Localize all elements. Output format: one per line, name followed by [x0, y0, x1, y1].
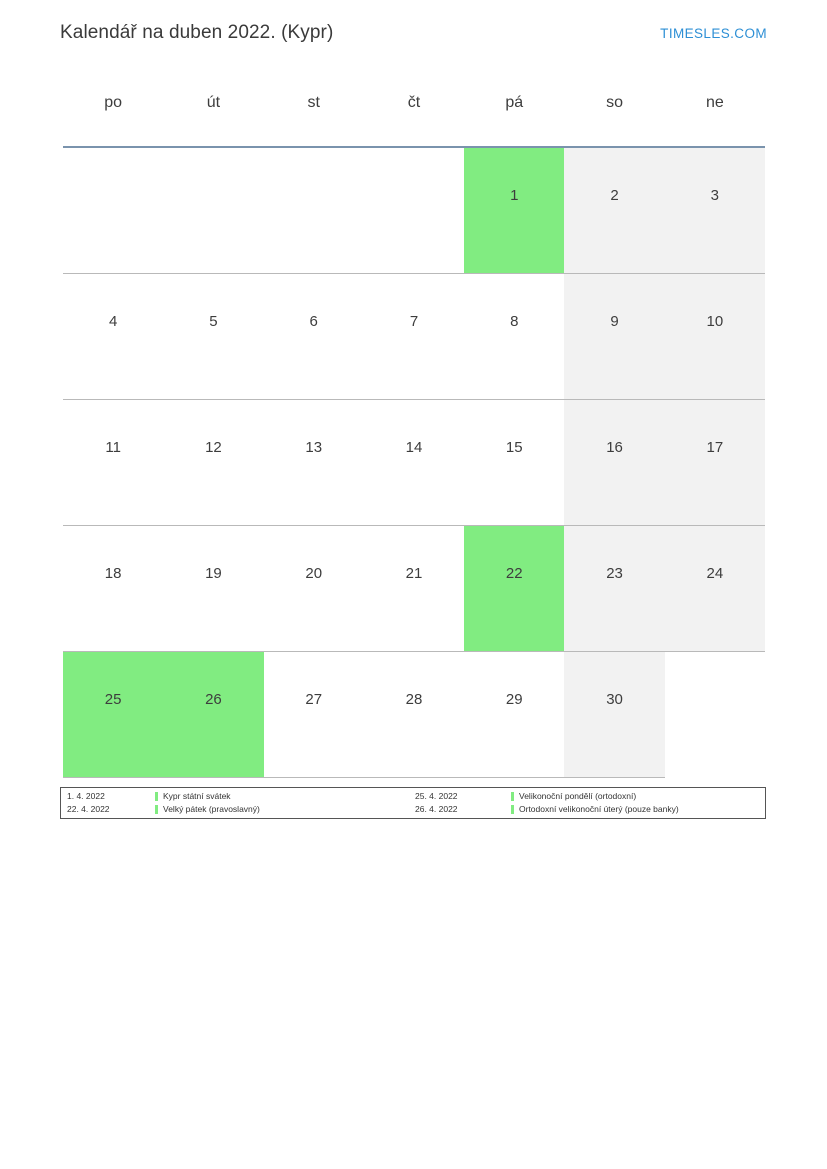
day-box [665, 274, 765, 399]
legend-name: Velikonoční pondělí (ortodoxní) [519, 791, 637, 801]
day-cell [63, 400, 163, 526]
week-row [63, 400, 765, 526]
holiday-color-swatch-icon [511, 805, 514, 814]
day-cell [264, 147, 364, 274]
day-cell-holiday [163, 652, 263, 778]
day-box [264, 652, 364, 777]
day-box [665, 400, 765, 525]
day-cell-weekend [564, 652, 664, 778]
day-number: 27 [305, 691, 323, 708]
day-box [63, 652, 163, 777]
day-cell [464, 400, 564, 526]
day-box [564, 400, 664, 525]
legend-date: 22. 4. 2022 [67, 804, 110, 814]
day-cell [364, 274, 464, 400]
day-box [264, 274, 364, 399]
day-cell-weekend [665, 400, 765, 526]
day-number: 13 [305, 439, 323, 456]
legend-name: Ortodoxní velikonoční úterý (pouze banky) [519, 804, 679, 814]
day-cell [264, 274, 364, 400]
day-box [665, 652, 765, 778]
day-box [364, 526, 464, 651]
legend-dates-column-left [67, 792, 155, 814]
day-box [264, 400, 364, 525]
day-cell [264, 400, 364, 526]
day-number: 3 [710, 187, 720, 204]
day-number [163, 148, 263, 188]
day-box [163, 274, 263, 399]
day-box [63, 148, 163, 273]
calendar-head [63, 82, 765, 147]
weekday-thu: čt [407, 94, 421, 111]
day-box [564, 274, 664, 399]
day-number [63, 148, 163, 188]
day-box [163, 400, 263, 525]
day-cell [63, 526, 163, 652]
page-title: Kalendář na duben 2022. (Kypr) [60, 22, 334, 43]
day-number: 21 [405, 565, 423, 582]
day-number [364, 148, 464, 188]
legend-grid [67, 792, 759, 814]
day-number: 29 [505, 691, 523, 708]
weekday-mon: po [104, 94, 123, 111]
day-cell-weekend [665, 526, 765, 652]
calendar-table [63, 82, 765, 778]
day-number: 16 [606, 439, 623, 456]
day-number: 8 [510, 313, 519, 330]
weekday-fri: pá [505, 94, 524, 111]
day-cell [665, 652, 765, 778]
legend-dates-column-right [415, 792, 511, 814]
week-row [63, 274, 765, 400]
legend-names-column-right [511, 792, 759, 814]
site-brand: TIMESLES.COM [660, 25, 767, 41]
day-number [264, 148, 364, 188]
day-box [464, 148, 564, 273]
day-number: 2 [610, 187, 619, 204]
day-cell-holiday [63, 652, 163, 778]
day-box [264, 148, 364, 273]
day-cell [264, 652, 364, 778]
day-number: 30 [606, 691, 623, 708]
calendar-body [63, 147, 765, 778]
day-cell-weekend [665, 147, 765, 274]
day-box [63, 526, 163, 651]
day-number: 24 [706, 565, 724, 582]
week-row [63, 652, 765, 778]
day-cell-holiday [464, 526, 564, 652]
day-box [665, 148, 765, 273]
day-cell [163, 526, 263, 652]
legend-date: 1. 4. 2022 [67, 791, 105, 801]
legend-names-column-left [155, 792, 415, 814]
day-number: 15 [505, 439, 523, 456]
day-box [464, 400, 564, 525]
day-box [364, 148, 464, 273]
day-box [163, 526, 263, 651]
day-cell-weekend [564, 400, 664, 526]
day-cell [63, 274, 163, 400]
page-header [0, 18, 827, 48]
day-cell [264, 526, 364, 652]
day-box [63, 400, 163, 525]
month-calendar [63, 82, 765, 778]
day-box [63, 274, 163, 399]
day-number: 14 [405, 439, 423, 456]
day-number [665, 652, 765, 692]
day-number: 6 [309, 313, 318, 330]
legend-box [60, 787, 766, 819]
day-cell [63, 147, 163, 274]
day-cell [464, 652, 564, 778]
week-row [63, 147, 765, 274]
day-number: 10 [706, 313, 724, 330]
holiday-color-swatch-icon [155, 792, 158, 801]
day-number: 5 [209, 313, 218, 330]
day-cell-weekend [665, 274, 765, 400]
day-number: 1 [510, 187, 519, 204]
day-box [364, 400, 464, 525]
day-cell-weekend [564, 274, 664, 400]
day-box [163, 652, 263, 777]
day-cell [163, 147, 263, 274]
day-number: 11 [105, 439, 121, 456]
legend-date: 26. 4. 2022 [415, 804, 458, 814]
weekday-header-row [63, 82, 765, 147]
day-cell-holiday [464, 147, 564, 274]
day-number: 22 [505, 565, 523, 582]
day-box [564, 652, 664, 777]
legend-item [511, 803, 759, 816]
holiday-color-swatch-icon [155, 805, 158, 814]
weekday-tue: út [206, 94, 221, 111]
day-number: 4 [108, 313, 118, 330]
day-cell [364, 526, 464, 652]
day-box [665, 526, 765, 651]
legend-item [155, 790, 415, 803]
day-cell [163, 274, 263, 400]
day-box [364, 274, 464, 399]
legend-date: 25. 4. 2022 [415, 791, 458, 801]
day-number: 9 [610, 313, 619, 330]
day-cell-weekend [564, 526, 664, 652]
weekday-wed: st [307, 94, 320, 111]
day-number: 18 [104, 565, 122, 582]
day-number: 28 [405, 691, 423, 708]
day-box [564, 526, 664, 651]
day-cell [464, 274, 564, 400]
day-number: 19 [205, 565, 222, 582]
legend-item [155, 803, 415, 816]
day-number: 26 [205, 691, 222, 708]
day-box [464, 652, 564, 777]
day-cell-weekend [564, 147, 664, 274]
day-number: 23 [606, 565, 623, 582]
day-cell [364, 652, 464, 778]
day-cell [364, 147, 464, 274]
holiday-color-swatch-icon [511, 792, 514, 801]
day-box [163, 148, 263, 273]
legend-item [511, 790, 759, 803]
day-number: 20 [305, 565, 323, 582]
legend-name: Velký pátek (pravoslavný) [163, 804, 260, 814]
weekday-sat: so [606, 94, 623, 111]
day-box [464, 526, 564, 651]
legend-name: Kypr státní svátek [163, 791, 231, 801]
day-number: 7 [409, 313, 419, 330]
day-number: 17 [706, 439, 724, 456]
day-cell [364, 400, 464, 526]
weekday-sun: ne [705, 94, 724, 111]
week-row [63, 526, 765, 652]
day-box [464, 274, 564, 399]
day-box [564, 148, 664, 273]
day-box [264, 526, 364, 651]
day-box [364, 652, 464, 777]
day-number: 25 [104, 691, 122, 708]
day-number: 12 [205, 439, 222, 456]
day-cell [163, 400, 263, 526]
